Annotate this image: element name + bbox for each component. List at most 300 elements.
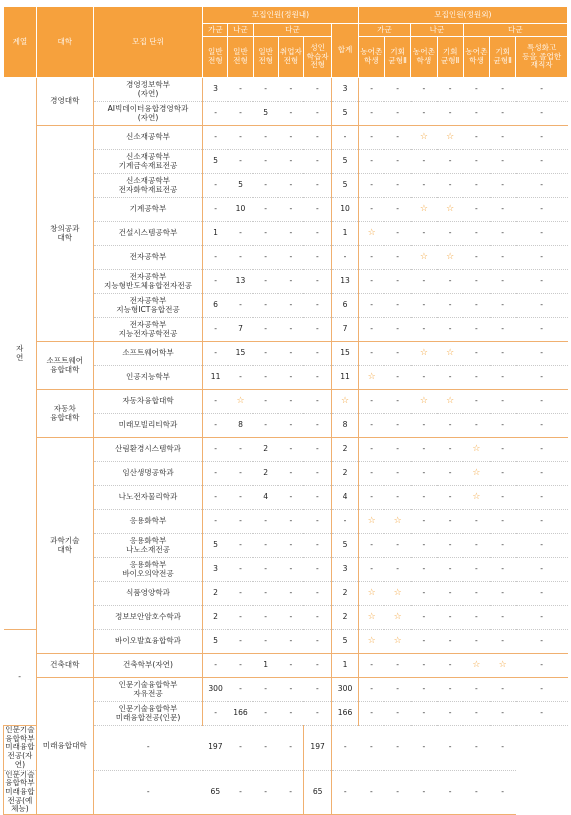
quota-cell: - — [463, 606, 489, 630]
quota-cell: - — [463, 150, 489, 174]
quota-cell: - — [303, 486, 331, 510]
quota-cell: - — [437, 294, 463, 318]
quota-cell: - — [228, 534, 253, 558]
quota-cell: - — [490, 78, 516, 102]
quota-cell: - — [411, 630, 437, 654]
quota-cell: - — [358, 294, 384, 318]
quota-cell: - — [516, 462, 568, 486]
quota-cell: - — [253, 702, 278, 726]
quota-cell: - — [411, 294, 437, 318]
quota-cell: - — [463, 558, 489, 582]
quota-cell: - — [93, 726, 202, 771]
quota-cell: - — [228, 654, 253, 678]
quota-cell: - — [203, 486, 228, 510]
quota-cell: - — [203, 390, 228, 414]
header-jeongwonoe: 모집인원(정원외) — [358, 7, 567, 24]
header-sub-in-4: 성인 학습자 전형 — [303, 37, 331, 78]
quota-cell: ☆ — [463, 654, 489, 678]
quota-cell: - — [516, 678, 568, 702]
header-sub-out-4: 농어촌 학생 — [463, 37, 489, 78]
quota-cell: - — [411, 510, 437, 534]
quota-cell: - — [384, 246, 410, 270]
quota-cell: - — [516, 510, 568, 534]
quota-cell: - — [516, 702, 568, 726]
quota-cell: - — [278, 558, 303, 582]
quota-cell: - — [437, 534, 463, 558]
quota-cell: - — [411, 486, 437, 510]
quota-cell: 7 — [228, 318, 253, 342]
quota-cell: - — [228, 630, 253, 654]
unit-name: 인문기술융합학부 자유전공 — [93, 678, 202, 702]
quota-cell: - — [253, 246, 278, 270]
quota-cell: 1 — [203, 222, 228, 246]
college-cell: 창의공과 대학 — [36, 126, 93, 342]
quota-cell: - — [278, 702, 303, 726]
quota-cell: - — [253, 726, 278, 771]
quota-cell: - — [411, 654, 437, 678]
quota-cell: - — [253, 78, 278, 102]
quota-cell: - — [463, 726, 489, 771]
quota-cell: - — [303, 150, 331, 174]
college-cell: 과학기술 대학 — [36, 438, 93, 654]
quota-cell: - — [490, 510, 516, 534]
total-cell: 2 — [332, 582, 358, 606]
quota-cell: - — [253, 558, 278, 582]
unit-name: 정보보안암호수학과 — [93, 606, 202, 630]
unit-name: 바이오발효융합학과 — [93, 630, 202, 654]
quota-cell: - — [490, 438, 516, 462]
total-cell: 3 — [332, 78, 358, 102]
header-sub-in-3: 취업자 전형 — [278, 37, 303, 78]
quota-cell: - — [384, 270, 410, 294]
quota-cell: 8 — [228, 414, 253, 438]
header-in-nagun: 나군 — [228, 24, 253, 37]
quota-cell: - — [253, 414, 278, 438]
quota-cell: - — [411, 558, 437, 582]
table-header — [4, 7, 568, 78]
quota-cell: - — [463, 126, 489, 150]
quota-cell: - — [358, 174, 384, 198]
quota-cell: ☆ — [437, 342, 463, 366]
quota-cell: - — [253, 270, 278, 294]
quota-cell: - — [463, 582, 489, 606]
quota-cell: - — [278, 510, 303, 534]
quota-cell: - — [253, 582, 278, 606]
header-sub-in-2: 일반 전형 — [253, 37, 278, 78]
total-cell: 197 — [303, 726, 331, 771]
quota-cell: ☆ — [228, 390, 253, 414]
quota-cell: - — [358, 150, 384, 174]
total-cell: 15 — [332, 342, 358, 366]
quota-cell: - — [437, 318, 463, 342]
quota-cell: - — [411, 438, 437, 462]
quota-cell: 11 — [203, 366, 228, 390]
quota-cell: - — [303, 318, 331, 342]
quota-cell: - — [203, 510, 228, 534]
quota-cell: - — [203, 414, 228, 438]
quota-cell: 13 — [228, 270, 253, 294]
quota-cell: - — [463, 270, 489, 294]
quota-cell: - — [228, 126, 253, 150]
quota-cell: 3 — [203, 558, 228, 582]
quota-cell: - — [358, 198, 384, 222]
quota-cell: - — [384, 150, 410, 174]
unit-name: 소프트웨어학부 — [93, 342, 202, 366]
quota-cell: - — [278, 770, 303, 815]
quota-cell: ☆ — [411, 246, 437, 270]
quota-cell: - — [303, 222, 331, 246]
quota-cell: - — [228, 366, 253, 390]
quota-cell: - — [303, 342, 331, 366]
quota-cell: ☆ — [358, 582, 384, 606]
quota-cell: ☆ — [358, 510, 384, 534]
unit-name: 기계공학부 — [93, 198, 202, 222]
quota-cell: ☆ — [358, 606, 384, 630]
quota-cell: ☆ — [463, 438, 489, 462]
unit-name: 응용화학부 나노소재전공 — [93, 534, 202, 558]
unit-name: 건설시스템공학부 — [93, 222, 202, 246]
quota-cell: - — [411, 78, 437, 102]
quota-cell: - — [516, 486, 568, 510]
quota-cell: - — [437, 222, 463, 246]
quota-cell: - — [228, 294, 253, 318]
header-total: 합계 — [332, 24, 358, 78]
quota-cell: - — [490, 414, 516, 438]
header-daehak: 대학 — [36, 7, 93, 78]
gyeyeol-cell: - — [4, 630, 37, 726]
quota-cell: - — [384, 414, 410, 438]
quota-cell: - — [516, 246, 568, 270]
header-out-gagun: 가군 — [358, 24, 411, 37]
quota-cell: - — [516, 654, 568, 678]
quota-cell: - — [490, 558, 516, 582]
quota-cell: 2 — [253, 462, 278, 486]
gyeyeol-cell: 자 연 — [4, 78, 37, 630]
quota-cell: - — [278, 462, 303, 486]
quota-cell: - — [278, 246, 303, 270]
quota-cell: 10 — [228, 198, 253, 222]
header-sub-out-0: 농어촌 학생 — [358, 37, 384, 78]
total-cell: 6 — [332, 294, 358, 318]
quota-cell: - — [358, 702, 384, 726]
total-cell: 5 — [332, 630, 358, 654]
quota-cell: - — [516, 198, 568, 222]
quota-cell: - — [278, 294, 303, 318]
quota-cell: - — [203, 198, 228, 222]
quota-cell: - — [303, 270, 331, 294]
total-cell: 7 — [332, 318, 358, 342]
quota-cell: - — [437, 270, 463, 294]
total-cell: 5 — [332, 102, 358, 126]
college-cell: 소프트웨어 융합대학 — [36, 342, 93, 390]
quota-cell: - — [358, 102, 384, 126]
quota-cell: - — [303, 174, 331, 198]
quota-cell: - — [253, 342, 278, 366]
total-cell: 5 — [332, 150, 358, 174]
quota-cell: - — [384, 678, 410, 702]
table-row — [4, 390, 568, 414]
total-cell: 2 — [332, 606, 358, 630]
quota-cell: - — [490, 582, 516, 606]
quota-cell: - — [278, 654, 303, 678]
quota-cell: - — [384, 702, 410, 726]
table-row — [4, 342, 568, 366]
quota-cell: - — [490, 606, 516, 630]
quota-cell: - — [463, 534, 489, 558]
quota-cell: - — [516, 102, 568, 126]
quota-cell: - — [463, 102, 489, 126]
quota-cell: - — [253, 366, 278, 390]
quota-cell: ☆ — [463, 486, 489, 510]
quota-cell: - — [358, 558, 384, 582]
quota-cell: - — [490, 246, 516, 270]
quota-cell: - — [463, 78, 489, 102]
quota-cell: - — [278, 582, 303, 606]
quota-cell: 5 — [203, 630, 228, 654]
quota-cell: - — [411, 366, 437, 390]
quota-cell: - — [463, 702, 489, 726]
quota-cell: 3 — [203, 78, 228, 102]
unit-name: 산림환경시스템학과 — [93, 438, 202, 462]
header-out-dagun: 다군 — [463, 24, 567, 37]
quota-cell: - — [437, 150, 463, 174]
header-sub-out-5: 기회 균형Ⅱ — [490, 37, 516, 78]
unit-name: 인문기술융합학부 미래융합전공(예체능) — [5, 770, 35, 814]
admission-quota-table — [3, 6, 568, 815]
quota-cell: - — [490, 126, 516, 150]
quota-cell: - — [516, 126, 568, 150]
college-cell: 미래융합대학 — [36, 678, 93, 815]
quota-cell: 5 — [253, 102, 278, 126]
quota-cell: - — [437, 438, 463, 462]
quota-cell: - — [358, 390, 384, 414]
total-cell: 8 — [332, 414, 358, 438]
quota-cell: - — [384, 558, 410, 582]
header-unit: 모집 단위 — [93, 7, 202, 78]
quota-cell: - — [253, 318, 278, 342]
quota-cell: - — [411, 582, 437, 606]
quota-cell: 5 — [203, 534, 228, 558]
header-sub-in-1: 일반 전형 — [228, 37, 253, 78]
quota-cell: - — [303, 558, 331, 582]
unit-name: 응용화학부 — [93, 510, 202, 534]
quota-cell: - — [358, 654, 384, 678]
unit-name: 전자공학부 지능형ICT융합전공 — [93, 294, 202, 318]
unit-name: 신소재공학부 전자화학재료전공 — [93, 174, 202, 198]
quota-cell: - — [516, 390, 568, 414]
quota-cell: - — [332, 770, 358, 815]
quota-cell: ☆ — [411, 390, 437, 414]
quota-cell: - — [278, 534, 303, 558]
quota-cell: - — [384, 366, 410, 390]
quota-cell: - — [437, 78, 463, 102]
unit-name: 인문기술융합학부 미래융합전공(자연) — [5, 725, 35, 769]
quota-cell: - — [358, 462, 384, 486]
quota-cell: - — [303, 78, 331, 102]
header-sub-out-1: 기회 균형Ⅱ — [384, 37, 410, 78]
quota-cell: - — [303, 438, 331, 462]
quota-cell: - — [203, 246, 228, 270]
quota-cell: - — [203, 126, 228, 150]
quota-cell: - — [278, 414, 303, 438]
total-cell: - — [332, 246, 358, 270]
quota-cell: - — [303, 366, 331, 390]
unit-name: 신소재공학부 기계금속재료전공 — [93, 150, 202, 174]
unit-name: 미래모빌리티학과 — [93, 414, 202, 438]
quota-cell: 2 — [203, 606, 228, 630]
quota-cell: ☆ — [384, 582, 410, 606]
quota-cell: 15 — [228, 342, 253, 366]
quota-cell: - — [384, 222, 410, 246]
quota-cell: - — [358, 246, 384, 270]
quota-cell: - — [516, 438, 568, 462]
quota-cell: - — [384, 534, 410, 558]
quota-cell: - — [437, 486, 463, 510]
header-sub-out-3: 기회 균형Ⅱ — [437, 37, 463, 78]
quota-cell: ☆ — [411, 198, 437, 222]
quota-cell: ☆ — [411, 126, 437, 150]
quota-cell: - — [303, 102, 331, 126]
quota-cell: - — [463, 174, 489, 198]
quota-cell: - — [463, 678, 489, 702]
quota-cell: 5 — [228, 174, 253, 198]
quota-cell: - — [303, 534, 331, 558]
quota-cell: - — [384, 390, 410, 414]
quota-cell: - — [358, 318, 384, 342]
quota-cell: - — [278, 222, 303, 246]
quota-cell: - — [463, 246, 489, 270]
quota-cell: - — [253, 150, 278, 174]
quota-cell: - — [384, 126, 410, 150]
quota-cell: - — [437, 702, 463, 726]
quota-cell: - — [516, 342, 568, 366]
header-sub-out-2: 농어촌 학생 — [411, 37, 437, 78]
quota-cell: - — [516, 534, 568, 558]
quota-cell: - — [384, 294, 410, 318]
quota-cell: - — [437, 462, 463, 486]
header-in-gagun: 가군 — [203, 24, 228, 37]
quota-cell: - — [303, 630, 331, 654]
total-cell: 11 — [332, 366, 358, 390]
quota-cell: - — [278, 174, 303, 198]
quota-cell: ☆ — [358, 366, 384, 390]
college-cell: 경영대학 — [36, 78, 93, 126]
total-cell: 3 — [332, 558, 358, 582]
quota-cell: - — [411, 462, 437, 486]
quota-cell: - — [358, 414, 384, 438]
quota-cell: - — [303, 246, 331, 270]
quota-cell: - — [358, 342, 384, 366]
quota-cell: - — [411, 414, 437, 438]
quota-cell: - — [303, 582, 331, 606]
quota-cell: 2 — [203, 582, 228, 606]
quota-cell: - — [278, 78, 303, 102]
quota-cell: - — [411, 606, 437, 630]
quota-cell: ☆ — [437, 198, 463, 222]
unit-name: 인공지능학부 — [93, 366, 202, 390]
quota-cell: - — [253, 390, 278, 414]
quota-cell: 5 — [203, 150, 228, 174]
quota-cell: - — [278, 438, 303, 462]
quota-cell: - — [303, 654, 331, 678]
quota-cell: - — [384, 654, 410, 678]
quota-cell: - — [278, 198, 303, 222]
quota-cell: - — [228, 582, 253, 606]
header-in-dagun: 다군 — [253, 24, 332, 37]
header-sub-in-0: 일반 전형 — [203, 37, 228, 78]
quota-cell: - — [228, 678, 253, 702]
quota-cell: ☆ — [358, 630, 384, 654]
quota-cell: - — [253, 630, 278, 654]
quota-cell: - — [516, 294, 568, 318]
quota-cell: - — [437, 558, 463, 582]
unit-name: 전자공학부 — [93, 246, 202, 270]
quota-cell: - — [303, 678, 331, 702]
quota-cell: - — [490, 462, 516, 486]
quota-cell: - — [253, 126, 278, 150]
quota-cell: ☆ — [411, 342, 437, 366]
quota-cell: - — [490, 534, 516, 558]
quota-cell: - — [384, 102, 410, 126]
total-cell: 1 — [332, 654, 358, 678]
quota-cell: ☆ — [358, 222, 384, 246]
quota-cell: ☆ — [463, 462, 489, 486]
quota-cell: - — [203, 438, 228, 462]
quota-cell: - — [437, 510, 463, 534]
quota-cell: - — [303, 294, 331, 318]
quota-cell: - — [253, 606, 278, 630]
quota-cell: - — [463, 318, 489, 342]
table-row — [4, 438, 568, 462]
quota-cell: 4 — [253, 486, 278, 510]
unit-name: 임산생명공학과 — [93, 462, 202, 486]
quota-cell: - — [253, 222, 278, 246]
quota-cell: ☆ — [437, 246, 463, 270]
quota-cell: - — [228, 462, 253, 486]
quota-cell: - — [516, 558, 568, 582]
quota-cell: 6 — [203, 294, 228, 318]
total-cell: 10 — [332, 198, 358, 222]
quota-cell: - — [278, 342, 303, 366]
quota-cell: - — [384, 462, 410, 486]
quota-cell: - — [278, 318, 303, 342]
quota-cell: 197 — [203, 726, 228, 771]
quota-cell: - — [384, 438, 410, 462]
quota-cell: - — [303, 414, 331, 438]
quota-cell: - — [253, 534, 278, 558]
quota-cell: - — [358, 770, 384, 815]
quota-cell: - — [437, 414, 463, 438]
unit-name: 자동차융합대학 — [93, 390, 202, 414]
quota-cell: - — [228, 150, 253, 174]
quota-cell: - — [203, 342, 228, 366]
quota-cell: - — [228, 606, 253, 630]
quota-cell: - — [490, 366, 516, 390]
quota-cell: - — [516, 174, 568, 198]
quota-cell: - — [278, 270, 303, 294]
quota-cell: - — [228, 510, 253, 534]
quota-cell: - — [384, 342, 410, 366]
quota-cell: - — [411, 150, 437, 174]
quota-cell: - — [358, 726, 384, 771]
quota-cell: - — [490, 390, 516, 414]
total-cell: 1 — [332, 222, 358, 246]
table-row — [4, 126, 568, 150]
quota-cell: - — [490, 630, 516, 654]
quota-cell: - — [516, 270, 568, 294]
quota-cell: ☆ — [437, 390, 463, 414]
header-out-nagun: 나군 — [411, 24, 464, 37]
